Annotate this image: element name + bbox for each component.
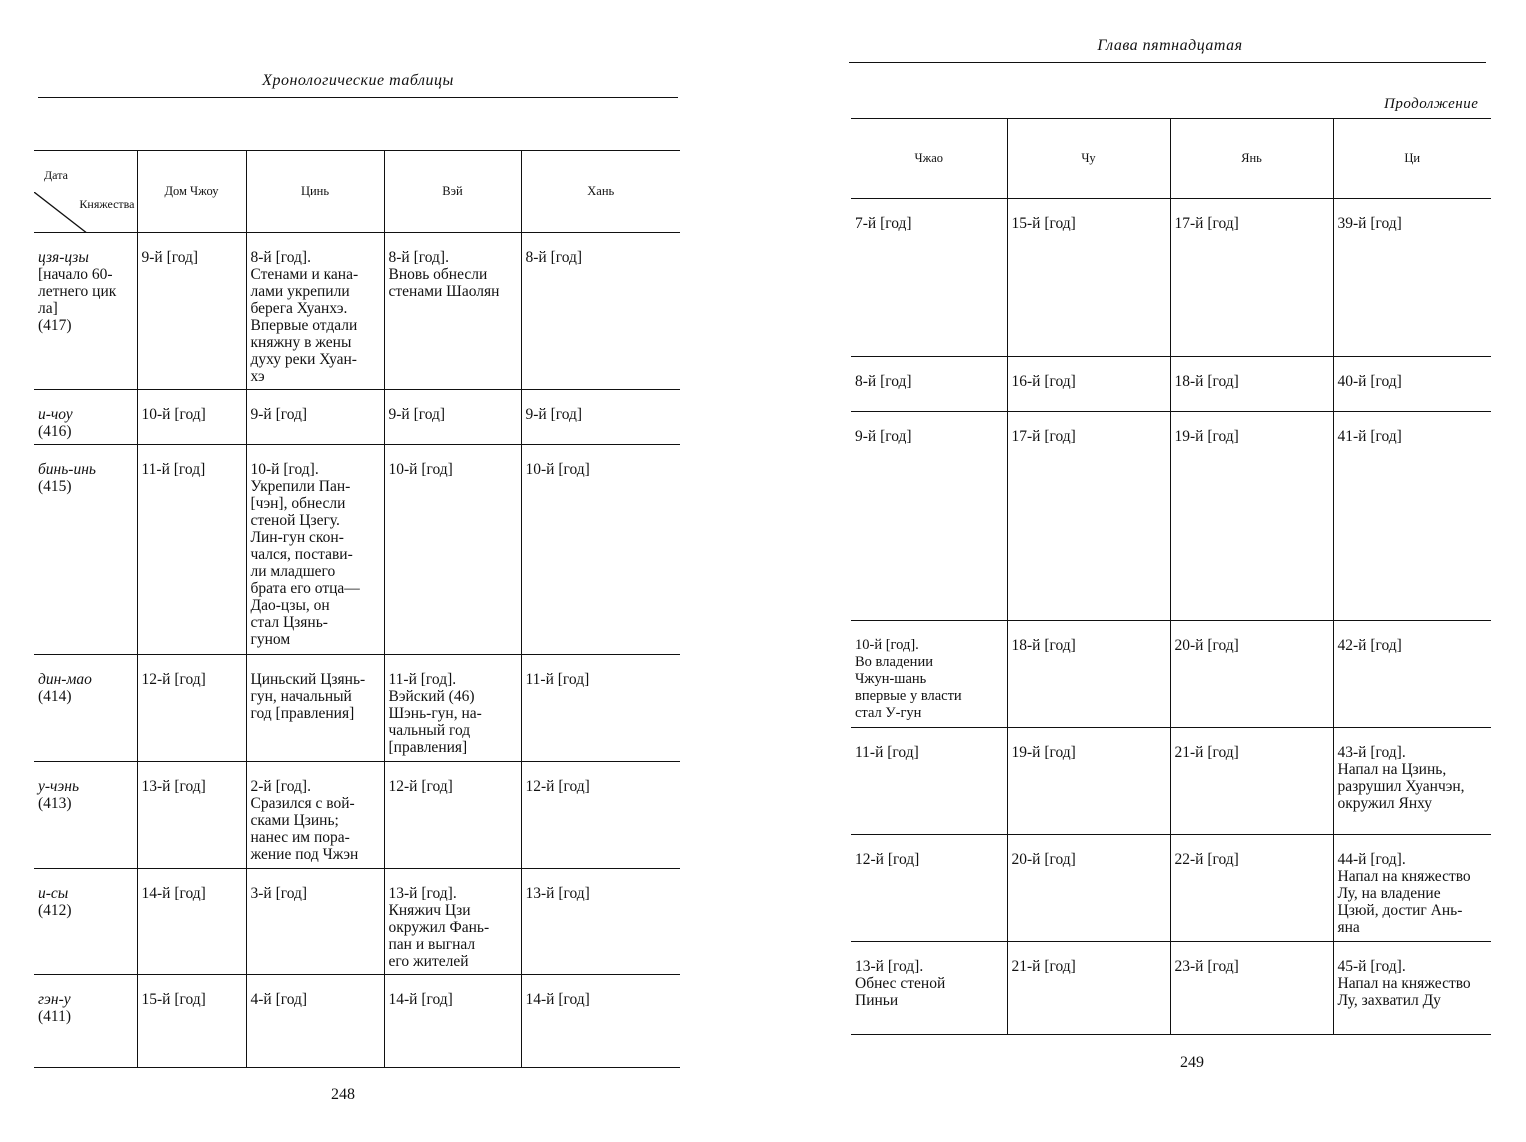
table-cell: 16-й [год] [1007, 357, 1170, 412]
year-bc: (411) [38, 1008, 71, 1025]
column-header: Вэй [384, 151, 521, 233]
table-row [34, 445, 680, 655]
table-cell: 3-й [год] [246, 869, 384, 975]
table-row [34, 233, 680, 390]
table-cell: 9-й [год] [851, 412, 1007, 621]
table-cell: 44-й [год]. Напал на княжество Лу, на владение Цзюй, достиг Ань- яна [1333, 835, 1491, 942]
column-header: Чу [1007, 119, 1170, 199]
corner-label-date: Дата [44, 167, 68, 182]
table-row [851, 357, 1491, 412]
table-row [851, 728, 1491, 835]
continuation-label: Продолжение [1384, 96, 1479, 112]
cyclical-date: гэн-у [38, 991, 71, 1008]
table-cell: 20-й [год] [1170, 621, 1333, 728]
table-cell: 13-й [год] [521, 869, 680, 975]
table-cell: 22-й [год] [1170, 835, 1333, 942]
table-cell: 43-й [год]. Напал на Цзинь, разрушил Хуанчэн, окружил Янху [1333, 728, 1491, 835]
table-cell: 10-й [год] [384, 445, 521, 655]
year-bc: (415) [38, 478, 72, 495]
table-cell: 19-й [год] [1170, 412, 1333, 621]
date-cell [34, 762, 137, 869]
year-bc: (417) [38, 317, 72, 334]
table-cell: 11-й [год] [521, 655, 680, 762]
table-cell: 45-й [год]. Напал на княжество Лу, захватил Ду [1333, 942, 1491, 1035]
table-cell: 13-й [год] [137, 762, 246, 869]
table-cell: 19-й [год] [1007, 728, 1170, 835]
column-header: Цинь [246, 151, 384, 233]
corner-header [34, 151, 137, 233]
table-cell: 8-й [год] [521, 233, 680, 390]
cyclical-date: цзя-цзы [38, 249, 89, 266]
date-cell [34, 233, 137, 390]
table-cell: 2-й [год]. Сразился с вой- сками Цзинь; нанес им пора- жение под Чжэн [246, 762, 384, 869]
table-cell: 13-й [год]. Обнес стеной Пиньи [851, 942, 1007, 1035]
column-header: Янь [1170, 119, 1333, 199]
table-cell: 17-й [год] [1170, 199, 1333, 357]
cyclical-date: дин-мао [38, 671, 92, 688]
left-chronological-table [34, 150, 680, 1068]
table-cell: 39-й [год] [1333, 199, 1491, 357]
table-cell: 15-й [год] [137, 975, 246, 1068]
right-chronological-table [851, 118, 1491, 1035]
date-cell [34, 655, 137, 762]
table-cell: Циньский Цзянь- гун, начальный год [правления] [246, 655, 384, 762]
table-cell: 18-й [год] [1170, 357, 1333, 412]
table-cell: 21-й [год] [1170, 728, 1333, 835]
table-cell: 11-й [год] [137, 445, 246, 655]
table-cell: 10-й [год]. Во владении Чжун-шань впервые у власти стал У-гун [851, 621, 1007, 728]
table-cell: 20-й [год] [1007, 835, 1170, 942]
table-cell: 40-й [год] [1333, 357, 1491, 412]
table-row [34, 655, 680, 762]
cyclical-date: и-чоу [38, 406, 73, 423]
table-cell: 8-й [год]. Стенами и кана- лами укрепили берега Хуанхэ. Впервые отдали княжну в жены духу реки Хуан- хэ [246, 233, 384, 390]
year-bc: (416) [38, 423, 72, 440]
corner-label-principalities: Княжества [79, 196, 135, 211]
table-cell: 9-й [год] [137, 233, 246, 390]
table-cell: 12-й [год] [137, 655, 246, 762]
table-cell: 10-й [год]. Укрепили Пан- [чэн], обнесли стеной Цзегу. Лин-гун скон- чался, постави- ли младшего брата его отца— Дао-цзы, он стал Цзянь- гуном [246, 445, 384, 655]
table-cell: 11-й [год]. Вэйский (46) Шэнь-гун, на- чальный год [правления] [384, 655, 521, 762]
table-cell: 12-й [год] [384, 762, 521, 869]
table-row [851, 412, 1491, 621]
right-head-rule [849, 62, 1486, 63]
column-header: Хань [521, 151, 680, 233]
table-row [34, 390, 680, 445]
date-cell [34, 975, 137, 1068]
table-cell: 11-й [год] [851, 728, 1007, 835]
cyclical-date: и-сы [38, 885, 69, 902]
left-head-rule [38, 97, 678, 98]
table-row [851, 621, 1491, 728]
table-cell: 7-й [год] [851, 199, 1007, 357]
table-cell: 9-й [год] [521, 390, 680, 445]
table-cell: 21-й [год] [1007, 942, 1170, 1035]
year-bc: (414) [38, 688, 72, 705]
table-cell: 12-й [год] [521, 762, 680, 869]
right-page-number: 249 [1180, 1054, 1204, 1071]
column-header: Ци [1333, 119, 1491, 199]
table-cell: 4-й [год] [246, 975, 384, 1068]
cyclical-date: бинь-инь [38, 461, 96, 478]
table-cell: 15-й [год] [1007, 199, 1170, 357]
column-header: Чжао [851, 119, 1007, 199]
left-running-head: Хронологические таблицы [262, 72, 454, 89]
year-bc: (412) [38, 902, 72, 919]
table-cell: 10-й [год] [137, 390, 246, 445]
table-row [851, 199, 1491, 357]
date-cell [34, 869, 137, 975]
table-cell: 14-й [год] [521, 975, 680, 1068]
left-page-number: 248 [331, 1086, 355, 1103]
table-cell: 42-й [год] [1333, 621, 1491, 728]
table-row [34, 975, 680, 1068]
table-cell: 12-й [год] [851, 835, 1007, 942]
date-cell [34, 445, 137, 655]
date-note: [начало 60- летнего цик ла] [38, 266, 117, 317]
table-cell: 8-й [год]. Вновь обнесли стенами Шаолян [384, 233, 521, 390]
table-row [34, 869, 680, 975]
table-cell: 13-й [год]. Княжич Цзи окружил Фань- пан и выгнал его жителей [384, 869, 521, 975]
table-cell: 18-й [год] [1007, 621, 1170, 728]
column-header: Дом Чжоу [137, 151, 246, 233]
table-cell: 9-й [год] [384, 390, 521, 445]
cyclical-date: у-чэнь [38, 778, 80, 795]
table-cell: 8-й [год] [851, 357, 1007, 412]
table-cell: 41-й [год] [1333, 412, 1491, 621]
table-cell: 17-й [год] [1007, 412, 1170, 621]
table-cell: 10-й [год] [521, 445, 680, 655]
table-cell: 9-й [год] [246, 390, 384, 445]
table-cell: 23-й [год] [1170, 942, 1333, 1035]
table-row [851, 942, 1491, 1035]
table-cell: 14-й [год] [137, 869, 246, 975]
year-bc: (413) [38, 795, 72, 812]
table-row [851, 835, 1491, 942]
date-cell [34, 390, 137, 445]
table-cell: 14-й [год] [384, 975, 521, 1068]
right-running-head: Глава пятнадцатая [1097, 37, 1243, 54]
table-row [34, 762, 680, 869]
